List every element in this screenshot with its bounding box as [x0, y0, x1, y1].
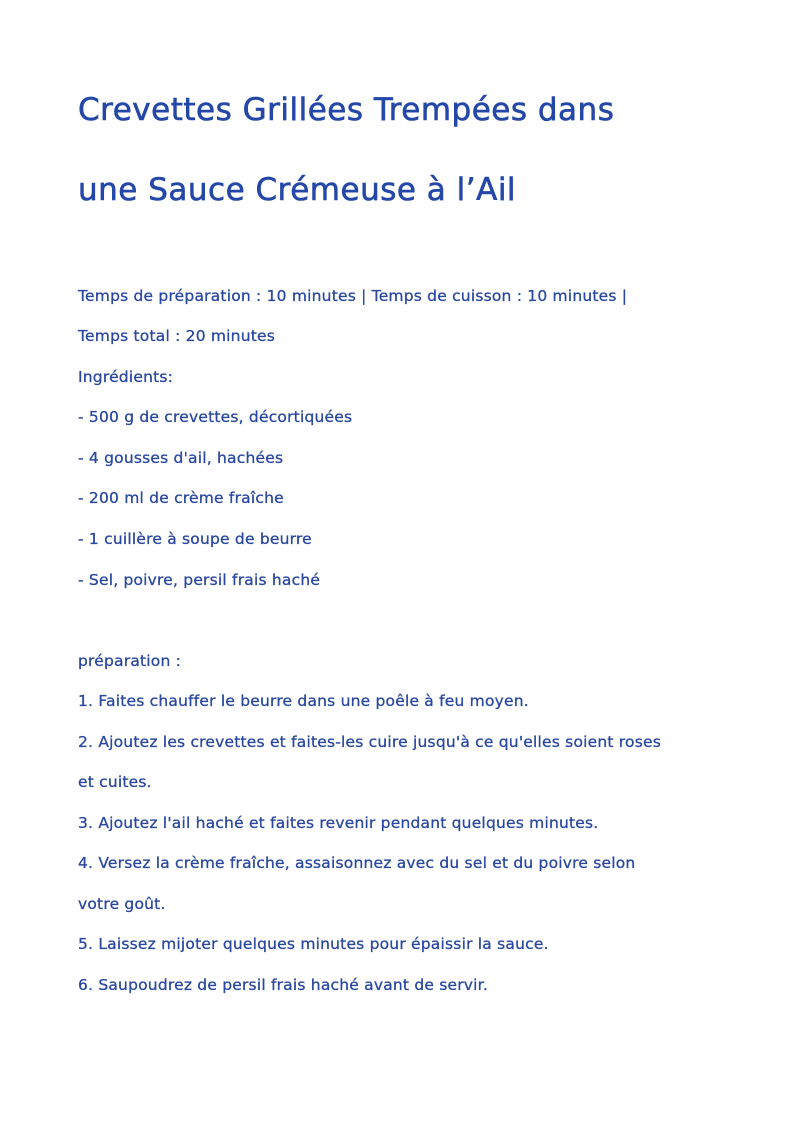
preparation-step: 6. Saupoudrez de persil frais haché avant de servir. — [78, 976, 488, 994]
ingredient-item: - 4 gousses d'ail, hachées — [78, 449, 284, 467]
times-line-1: Temps de préparation : 10 minutes | Temps de cuisson : 10 minutes | — [78, 287, 628, 305]
recipe-title-line-1: Crevettes Grillées Trempées dans — [78, 92, 615, 128]
ingredients-heading: Ingrédients: — [78, 368, 174, 386]
times-line-2: Temps total : 20 minutes — [78, 327, 276, 345]
preparation-step-continuation: votre goût. — [78, 895, 166, 913]
preparation-step: 1. Faites chauffer le beurre dans une poêle à feu moyen. — [78, 692, 529, 710]
preparation-step: 2. Ajoutez les crevettes et faites-les cuire jusqu'à ce qu'elles soient roses — [78, 733, 662, 751]
ingredient-item: - 1 cuillère à soupe de beurre — [78, 530, 312, 548]
preparation-heading: préparation : — [78, 652, 182, 670]
preparation-step: 3. Ajoutez l'ail haché et faites revenir pendant quelques minutes. — [78, 814, 599, 832]
ingredient-item: - Sel, poivre, persil frais haché — [78, 571, 321, 589]
preparation-step-continuation: et cuites. — [78, 773, 152, 791]
preparation-step: 5. Laissez mijoter quelques minutes pour épaissir la sauce. — [78, 935, 549, 953]
preparation-step: 4. Versez la crème fraîche, assaisonnez avec du sel et du poivre selon — [78, 854, 636, 872]
recipe-title-line-2: une Sauce Crémeuse à l’Ail — [78, 172, 517, 208]
ingredient-item: - 500 g de crevettes, décortiquées — [78, 408, 353, 426]
ingredient-item: - 200 ml de crème fraîche — [78, 489, 284, 507]
